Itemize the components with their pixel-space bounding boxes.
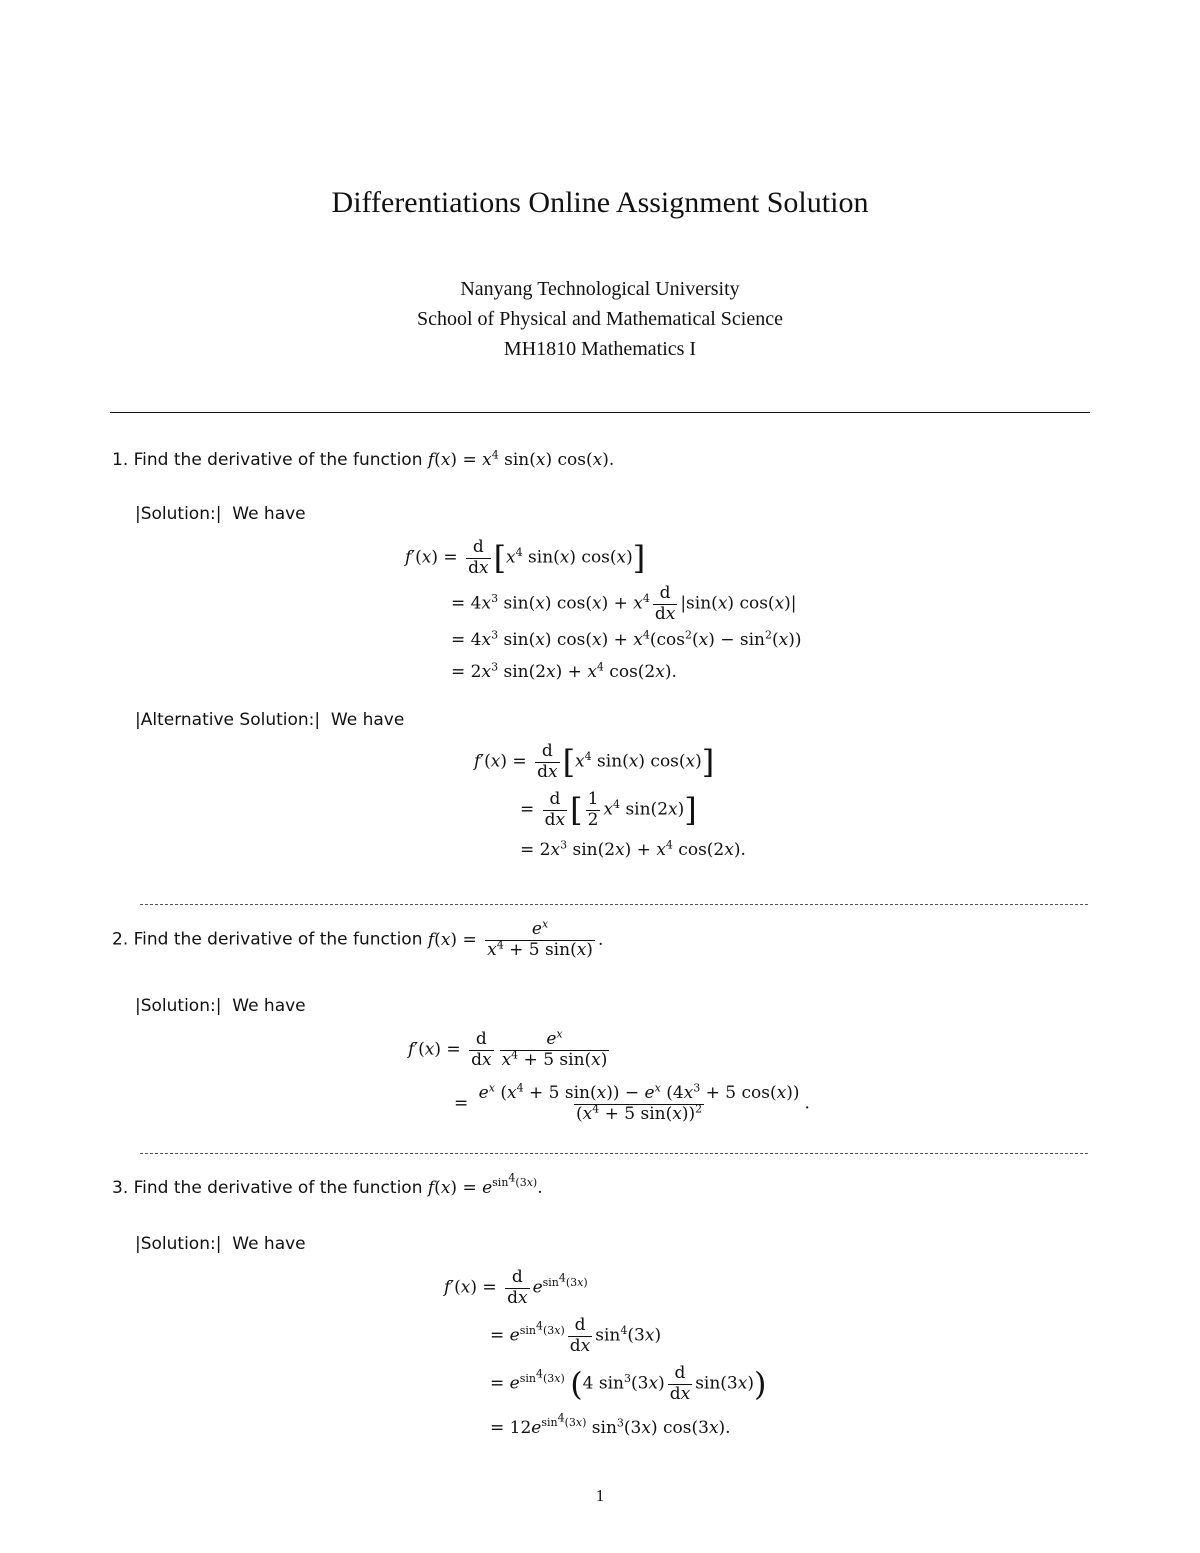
problem-2-solution-label: |Solution:| We have <box>135 996 306 1016</box>
page-number: 1 <box>595 1486 605 1505</box>
problem-1-solution-label: |Solution:| We have <box>135 504 306 524</box>
title-rule <box>110 412 1090 413</box>
affiliation-school: School of Physical and Mathematical Science <box>416 308 783 330</box>
problem-1-derivation: f′(x) = $\frac{d}{dx}$ [$x^4$ sin(x) cos(x)] = $4x^3$ sin(x) $\cos(x) + x^4$ $\frac{d}{dx}$ |sin(x) cos(x)| = $4x^3$ sin(x) $\cos(x) + x^4(\cos^2(x) - \sin^2(x))$ = $2x^3$ $\sin(2x) + x^4$ cos(2x). <box>405 537 802 682</box>
problem-3-solution-label: |Solution:| We have <box>135 1234 306 1254</box>
problem-2-derivation: f′(x) = $\frac{d}{dx}$ $\frac{e^x}{x^4 + 5 \sin(x)}$ = $\frac{e^x (x^4 + 5 \sin(x)) - e^x (4x^3 + 5 \cos(x))}{(x^4 + 5 \sin(x))^2}$ . <box>408 1027 810 1124</box>
problem-1-alt-solution-label: |Alternative Solution:| We have <box>135 710 405 730</box>
affiliation-university: Nanyang Technological University <box>460 278 740 300</box>
problem-3-statement: 3. Find the derivative of the function $f(x) = e^{sin^4(3x)}$. <box>112 1171 543 1198</box>
problem-3-function: $f(x) = e^{sin^4(3x)}$. <box>427 1171 543 1198</box>
section-divider-1 <box>140 904 1088 905</box>
problem-3-derivation: f′(x) = $\frac{d}{dx}$ $e^{sin^4(3x)}$ = $e^{sin^4(3x)}$ $\frac{d}{dx}$ $\sin^4(3x)$ = $e^{sin^4(3x)}$ (4 $\sin^3(3x)$ $\frac{d}{dx}$ sin(3x)) = $12e^{sin^4(3x)}$ $\sin^3(3x)$ cos(3x). <box>444 1267 767 1438</box>
affiliation-course: MH1810 Mathematics I <box>503 338 697 360</box>
page-title: Differentiations Online Assignment Solution <box>331 186 869 219</box>
problem-1-function: $f(x) = x^4$ sin(x) cos(x). <box>427 448 615 470</box>
problem-1-alt-derivation: f′(x) = $\frac{d}{dx}$ [$x^4$ sin(x) cos(x)] = $\frac{d}{dx}$ [ $\frac{1}{2}$ $x^4$ sin(2x)] = $2x^3$ $\sin(2x) + x^4$ cos(2x). <box>474 741 746 860</box>
section-divider-2 <box>140 1153 1088 1154</box>
problem-2-function: f(x) = $\frac{e^x}{x^4 + 5 \sin(x)}$ . <box>427 917 604 960</box>
problem-1-statement: 1. Find the derivative of the function $f(x) = x^4$ sin(x) cos(x). <box>112 448 615 470</box>
problem-2-statement: 2. Find the derivative of the function f(x) = $\frac{e^x}{x^4 + 5 \sin(x)}$ . <box>112 917 604 960</box>
